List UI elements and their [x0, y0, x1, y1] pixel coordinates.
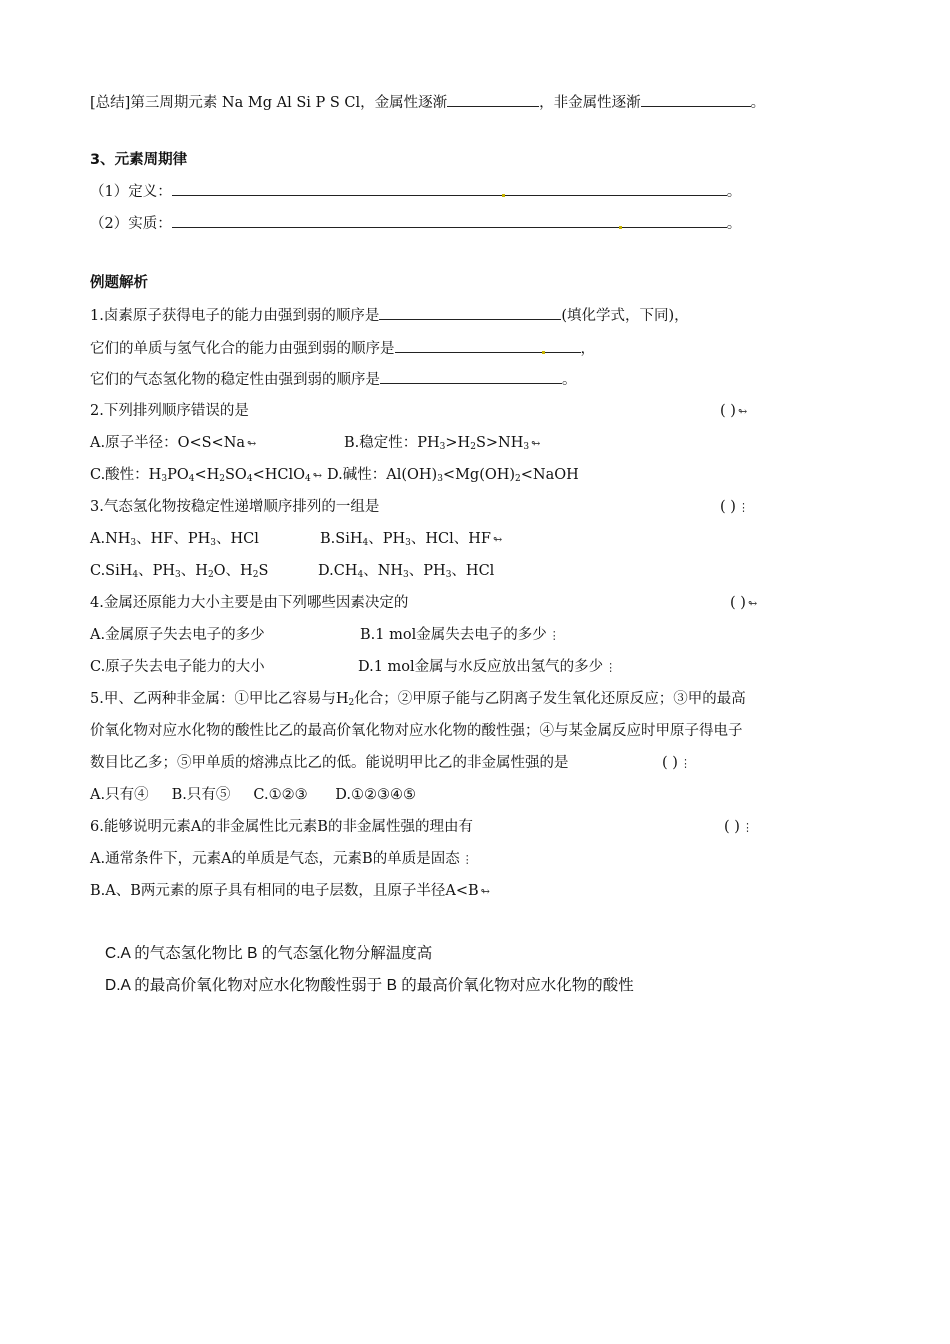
colon-mark-icon: ⋮ — [741, 821, 753, 834]
edit-mark-icon: ↬ — [492, 533, 503, 546]
colon-mark-icon: ⋮ — [679, 757, 691, 770]
q3-c-t5: S — [258, 563, 269, 579]
q6-answer-paren[interactable] — [724, 817, 753, 838]
q6-option-d: D.A 的最高价氧化物对应水化物酸性弱于 B 的最高价氧化物对应水化物的酸性 — [105, 977, 634, 994]
blank-essence[interactable] — [172, 213, 727, 228]
q3-d-s2: 3 — [403, 570, 409, 580]
q2-b-t2: >H — [445, 435, 471, 451]
blank-q1-3[interactable] — [380, 369, 562, 384]
summary-text: [总结]第三周期元素 Na Mg Al Si P S Cl，金属性逐渐 — [90, 95, 448, 111]
q1-text-2: 它们的单质与氢气化合的能力由强到弱的顺序是 — [90, 341, 395, 357]
q5-options: A.只有④ B.只有⑤ C.①②③ D.①②③④⑤ — [90, 787, 416, 803]
q5-line1 — [90, 689, 746, 709]
q2-d-t2: <Mg(OH) — [442, 467, 516, 483]
q4-option-c: C.原子失去电子能力的大小 — [90, 659, 265, 675]
section-title: 3、元素周期律 — [90, 152, 188, 168]
q2-c-t3: <H — [194, 467, 220, 483]
blank-q1-2[interactable] — [395, 338, 581, 353]
colon-mark-icon: ⋮ — [548, 629, 560, 642]
q3-a-t2: 、HF、PH — [136, 531, 211, 547]
q1-suffix-3: 。 — [562, 372, 577, 388]
q6-option-c: C.A 的气态氢化物比 B 的气态氢化物分解温度高 — [105, 945, 433, 962]
q6-option-a — [90, 849, 473, 870]
q2-c-t1: C.酸性：H — [90, 467, 162, 483]
q2-a-text: A.原子半径：O<S<Na — [90, 435, 246, 451]
q2-b-t3: S>NH — [475, 435, 524, 451]
blank-nonmetallic[interactable] — [641, 92, 751, 107]
q3-d-t4: 、HCl — [451, 563, 495, 579]
q3-c-s2: 3 — [175, 570, 181, 580]
q4-stem: 4.金属还原能力大小主要是由下列哪些因素决定的 — [90, 595, 409, 611]
q1-line1 — [90, 305, 689, 326]
q6-paren-text: ( ) — [724, 819, 740, 835]
q3-option-d — [318, 561, 494, 581]
q4-option-d — [358, 657, 616, 678]
summary-line — [90, 92, 765, 113]
summary-mid: ，非金属性逐渐 — [539, 95, 641, 111]
q3-option-c — [90, 561, 268, 581]
q2-c-s2: 4 — [188, 474, 195, 484]
q2-option-d — [327, 465, 579, 485]
q1-suffix-2: ， — [580, 341, 595, 357]
q3-c-s4: 2 — [252, 570, 259, 580]
q2-b-s3: 3 — [523, 442, 530, 452]
colon-mark-icon: ⋮ — [737, 501, 749, 514]
q3-option-b — [320, 529, 502, 550]
q4-b-text: B.1 mol金属失去电子的多少 — [360, 627, 547, 643]
q4-answer-paren[interactable] — [730, 593, 757, 614]
q3-answer-paren[interactable] — [720, 497, 749, 518]
q3-paren-text: ( ) — [720, 499, 736, 515]
q3-c-s1: 4 — [132, 570, 139, 580]
q2-c-s5: 4 — [304, 474, 311, 484]
q1-text-3: 它们的气态氢化物的稳定性由强到弱的顺序是 — [90, 372, 380, 388]
q2-b-s1: 3 — [439, 442, 446, 452]
definition-line — [90, 181, 741, 202]
q2-paren-text: ( ) — [720, 403, 736, 419]
scan-artifact — [542, 351, 545, 354]
q3-b-s2: 3 — [405, 538, 411, 548]
scan-artifact — [619, 226, 622, 229]
q5-paren-text: ( ) — [662, 755, 678, 771]
q3-c-t3: 、H — [180, 563, 208, 579]
q3-a-s2: 3 — [210, 538, 216, 548]
q2-d-t1: D.碱性：Al(OH) — [327, 467, 438, 483]
q2-b-s2: 2 — [470, 442, 476, 452]
q2-d-s1: 3 — [437, 474, 443, 484]
blank-definition[interactable] — [172, 181, 727, 196]
q3-c-t2: 、PH — [138, 563, 176, 579]
colon-mark-icon: ⋮ — [605, 661, 617, 674]
q3-d-t2: 、NH — [363, 563, 404, 579]
q2-answer-paren[interactable] — [720, 401, 747, 422]
q2-b-t1: B.稳定性：PH — [344, 435, 440, 451]
q4-option-b — [360, 625, 560, 646]
q3-d-s3: 3 — [445, 570, 452, 580]
q3-b-s1: 4 — [362, 538, 369, 548]
q3-b-t1: B.SiH — [320, 531, 363, 547]
q2-d-t3: <NaOH — [520, 467, 579, 483]
q3-stem: 3.气态氢化物按稳定性递增顺序排列的一组是 — [90, 499, 380, 515]
q2-c-t5: <HClO — [252, 467, 305, 483]
q2-option-c — [90, 465, 322, 486]
q1-text-1: 1.卤素原子获得电子的能力由强到弱的顺序是 — [90, 308, 380, 324]
q2-c-t2: PO — [167, 467, 189, 483]
q3-a-t3: 、HCl — [216, 531, 259, 547]
edit-mark-icon: ↬ — [531, 437, 541, 450]
examples-title: 例题解析 — [90, 275, 148, 291]
q5-s1: 2 — [348, 698, 355, 708]
q2-option-a — [90, 433, 256, 454]
q6-stem: 6.能够说明元素A的非金属性比元素B的非金属性强的理由有 — [90, 819, 473, 835]
definition-label: （1）定义： — [90, 184, 172, 200]
q3-b-t2: 、PH — [368, 531, 406, 547]
summary-end: 。 — [750, 95, 766, 111]
edit-mark-icon: ↬ — [247, 437, 257, 450]
q5-t2: 化合；②甲原子能与乙阴离子发生氧化还原反应；③甲的最高 — [354, 691, 746, 707]
q3-d-s1: 4 — [357, 570, 364, 580]
q3-b-t3: 、HCl、HF — [410, 531, 491, 547]
q6-b-text: B.A、B两元素的原子具有相同的电子层数，且原子半径A<B — [90, 883, 479, 899]
q2-c-t4: SO — [225, 467, 247, 483]
essence-end: 。 — [726, 216, 742, 232]
blank-q1-1[interactable] — [379, 305, 561, 320]
q3-c-t1: C.SiH — [90, 563, 133, 579]
q3-d-t3: 、PH — [408, 563, 446, 579]
q5-t1: 5.甲、乙两种非金属：①甲比乙容易与H — [90, 691, 349, 707]
q4-d-text: D.1 mol金属与水反应放出氢气的多少 — [358, 659, 604, 675]
q5-answer-paren[interactable] — [662, 753, 691, 774]
colon-mark-icon: ⋮ — [461, 853, 473, 866]
essence-label: （2）实质： — [90, 216, 172, 232]
q2-c-s4: 4 — [246, 474, 253, 484]
q5-line3: 数目比乙多；⑤甲单质的熔沸点比乙的低。能说明甲比乙的非金属性强的是 — [90, 755, 569, 771]
q3-c-t4: O、H — [213, 563, 253, 579]
q3-a-t1: A.NH — [90, 531, 131, 547]
q3-c-s3: 2 — [207, 570, 214, 580]
edit-mark-icon: ↬ — [480, 885, 490, 898]
q1-line3 — [90, 369, 577, 390]
q2-d-s2: 2 — [515, 474, 521, 484]
essence-line — [90, 213, 741, 234]
q3-a-s1: 3 — [130, 538, 137, 548]
q3-d-t1: D.CH — [318, 563, 358, 579]
q2-option-b — [344, 433, 540, 454]
blank-metallic[interactable] — [447, 92, 539, 107]
scan-artifact — [502, 194, 505, 197]
definition-end: 。 — [726, 184, 742, 200]
q6-option-b — [90, 881, 490, 902]
q1-line2 — [90, 338, 595, 359]
q2-stem: 2.下列排列顺序错误的是 — [90, 403, 249, 419]
q4-option-a: A.金属原子失去电子的多少 — [90, 627, 265, 643]
q1-suffix-1: (填化学式，下同)， — [561, 308, 689, 324]
q2-c-s3: 2 — [219, 474, 225, 484]
q6-a-text: A.通常条件下，元素A的单质是气态，元素B的单质是固态 — [90, 851, 460, 867]
q2-c-s1: 3 — [161, 474, 168, 484]
edit-mark-icon: ↬ — [747, 597, 758, 610]
edit-mark-icon: ↬ — [312, 469, 322, 482]
q3-option-a — [90, 529, 259, 549]
edit-mark-icon: ↬ — [737, 405, 748, 418]
q4-paren-text: ( ) — [730, 595, 746, 611]
q5-line2: 价氧化物对应水化物的酸性比乙的最高价氧化物对应水化物的酸性强；④与某金属反应时甲原子得电子 — [90, 723, 743, 739]
